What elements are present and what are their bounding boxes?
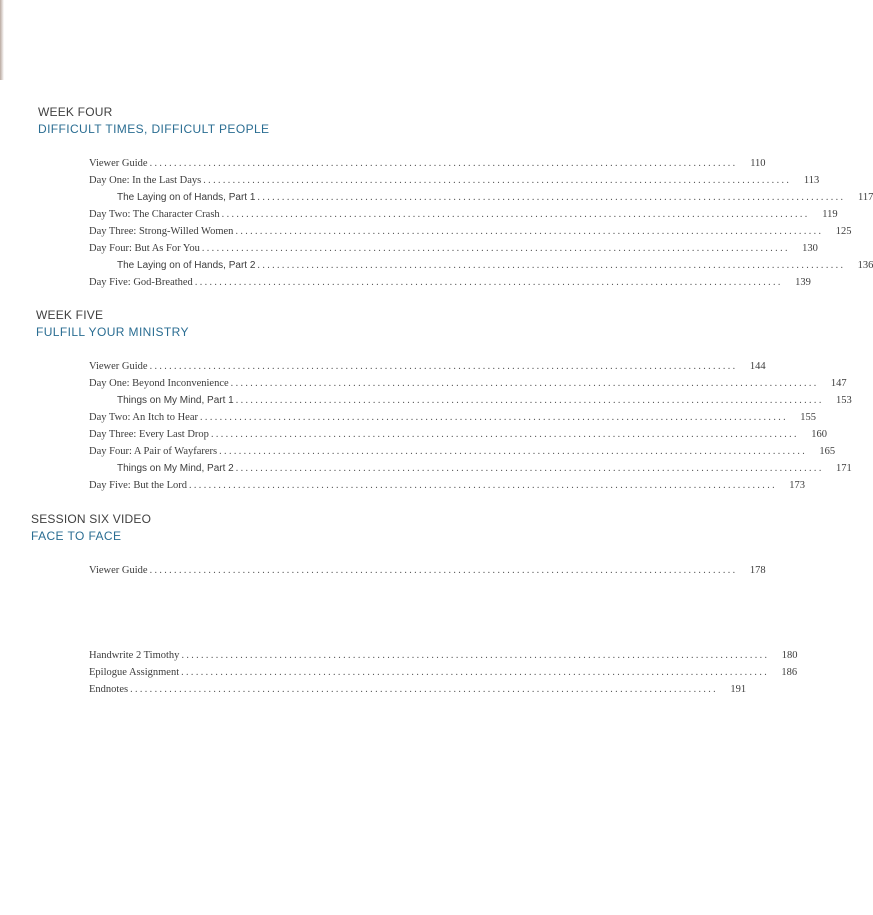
entry-title: Day Four: A Pair of Wayfarers — [89, 446, 218, 457]
entry-title: Day Two: An Itch to Hear — [89, 412, 199, 423]
entry-page: 165 — [819, 446, 836, 457]
toc-entry[interactable] — [89, 392, 852, 409]
dot-leader: ........................................................................................................................ — [194, 277, 783, 288]
toc-entry[interactable] — [89, 409, 817, 426]
toc-entry[interactable] — [89, 223, 852, 240]
dot-leader: ........................................................................................................................ — [149, 565, 738, 576]
toc-entry[interactable] — [89, 562, 766, 579]
entry-page: 173 — [789, 480, 805, 491]
week-five-entries — [89, 358, 852, 494]
session-six-label: SESSION SIX VIDEO — [31, 512, 152, 526]
dot-leader: ........................................................................................................................ — [181, 650, 770, 661]
dot-leader: ........................................................................................................................ — [201, 243, 790, 254]
entry-page: 171 — [835, 463, 852, 474]
toc-entry[interactable] — [89, 155, 766, 172]
entry-page: 136 — [857, 260, 873, 271]
entry-page: 160 — [811, 429, 827, 440]
entry-title: The Laying on of Hands, Part 1 — [117, 192, 256, 203]
dot-leader: ........................................................................................................................ — [230, 378, 819, 389]
week-four-entries — [89, 155, 873, 291]
session-six-title: FACE TO FACE — [31, 529, 122, 543]
entry-title: Day Five: God-Breathed — [89, 277, 193, 288]
dot-leader: ........................................................................................................................ — [219, 446, 808, 457]
entry-page: 155 — [800, 412, 817, 423]
entry-title: Epilogue Assignment — [89, 667, 180, 678]
entry-title: The Laying on of Hands, Part 2 — [117, 260, 256, 271]
week-five-title: FULFILL YOUR MINISTRY — [36, 325, 189, 339]
session-six-entries — [89, 562, 766, 579]
toc-entry[interactable] — [89, 240, 818, 257]
dot-leader: ........................................................................................................................ — [200, 412, 789, 423]
entry-page: 153 — [835, 395, 852, 406]
dot-leader: ........................................................................................................................ — [189, 480, 777, 491]
entry-title: Day Three: Every Last Drop — [89, 429, 209, 440]
toc-entry[interactable] — [89, 443, 836, 460]
entry-page: 147 — [830, 378, 847, 389]
entry-title: Day Five: But the Lord — [89, 480, 187, 491]
entry-page: 119 — [822, 209, 838, 220]
toc-entry[interactable] — [89, 274, 811, 291]
entry-title: Things on My Mind, Part 2 — [117, 463, 234, 474]
entry-page: 144 — [749, 361, 766, 372]
toc-entry[interactable] — [89, 358, 766, 375]
entry-title: Handwrite 2 Timothy — [89, 650, 180, 661]
week-five-label: WEEK FIVE — [36, 308, 104, 322]
entry-page: 191 — [730, 684, 747, 695]
dot-leader: ........................................................................................................................ — [257, 260, 846, 271]
toc-entry[interactable] — [89, 375, 847, 392]
toc-entry[interactable] — [89, 257, 873, 274]
page-edge-shadow — [0, 0, 4, 80]
back-matter-entries — [89, 647, 798, 698]
entry-page: 113 — [803, 175, 820, 186]
toc-entry[interactable] — [89, 647, 798, 664]
entry-title: Things on My Mind, Part 1 — [117, 395, 234, 406]
dot-leader: ........................................................................................................................ — [181, 667, 770, 678]
entry-page: 117 — [858, 192, 873, 203]
entry-page: 178 — [749, 565, 766, 576]
toc-entry[interactable] — [89, 206, 838, 223]
dot-leader: ........................................................................................................................ — [235, 226, 824, 237]
entry-title: Day Four: But As For You — [89, 243, 200, 254]
toc-entry[interactable] — [89, 477, 805, 494]
toc-entry[interactable] — [89, 664, 798, 681]
entry-title: Day Three: Strong-Willed Women — [89, 226, 234, 237]
entry-title: Viewer Guide — [89, 565, 148, 576]
dot-leader: ........................................................................................................................ — [149, 361, 738, 372]
dot-leader: ........................................................................................................................ — [210, 429, 799, 440]
entry-title: Viewer Guide — [89, 158, 148, 169]
toc-entry[interactable] — [89, 189, 873, 206]
entry-title: Day Two: The Character Crash — [89, 209, 220, 220]
week-five-header — [36, 308, 189, 340]
entry-page: 130 — [802, 243, 818, 254]
dot-leader: ........................................................................................................................ — [221, 209, 810, 220]
toc-entry[interactable] — [89, 426, 827, 443]
week-four-label: WEEK FOUR — [38, 105, 113, 119]
dot-leader: ........................................................................................................................ — [235, 395, 824, 406]
week-four-header — [38, 105, 269, 137]
entry-page: 110 — [750, 158, 766, 169]
dot-leader: ........................................................................................................................ — [235, 463, 824, 474]
entry-page: 180 — [781, 650, 798, 661]
dot-leader: ........................................................................................................................ — [149, 158, 738, 169]
dot-leader: ........................................................................................................................ — [130, 684, 719, 695]
entry-title: Endnotes — [89, 684, 129, 695]
entry-title: Day One: Beyond Inconvenience — [89, 378, 229, 389]
session-six-header — [31, 512, 151, 544]
toc-entry[interactable] — [89, 172, 820, 189]
entry-page: 125 — [835, 226, 852, 237]
toc-entry[interactable] — [89, 460, 852, 477]
week-four-title: DIFFICULT TIMES, DIFFICULT PEOPLE — [38, 122, 270, 136]
dot-leader: ........................................................................................................................ — [203, 175, 792, 186]
toc-entry[interactable] — [89, 681, 747, 698]
dot-leader: ........................................................................................................................ — [257, 192, 846, 203]
entry-title: Viewer Guide — [89, 361, 148, 372]
entry-page: 186 — [781, 667, 798, 678]
entry-page: 139 — [795, 277, 811, 288]
entry-title: Day One: In the Last Days — [89, 175, 202, 186]
